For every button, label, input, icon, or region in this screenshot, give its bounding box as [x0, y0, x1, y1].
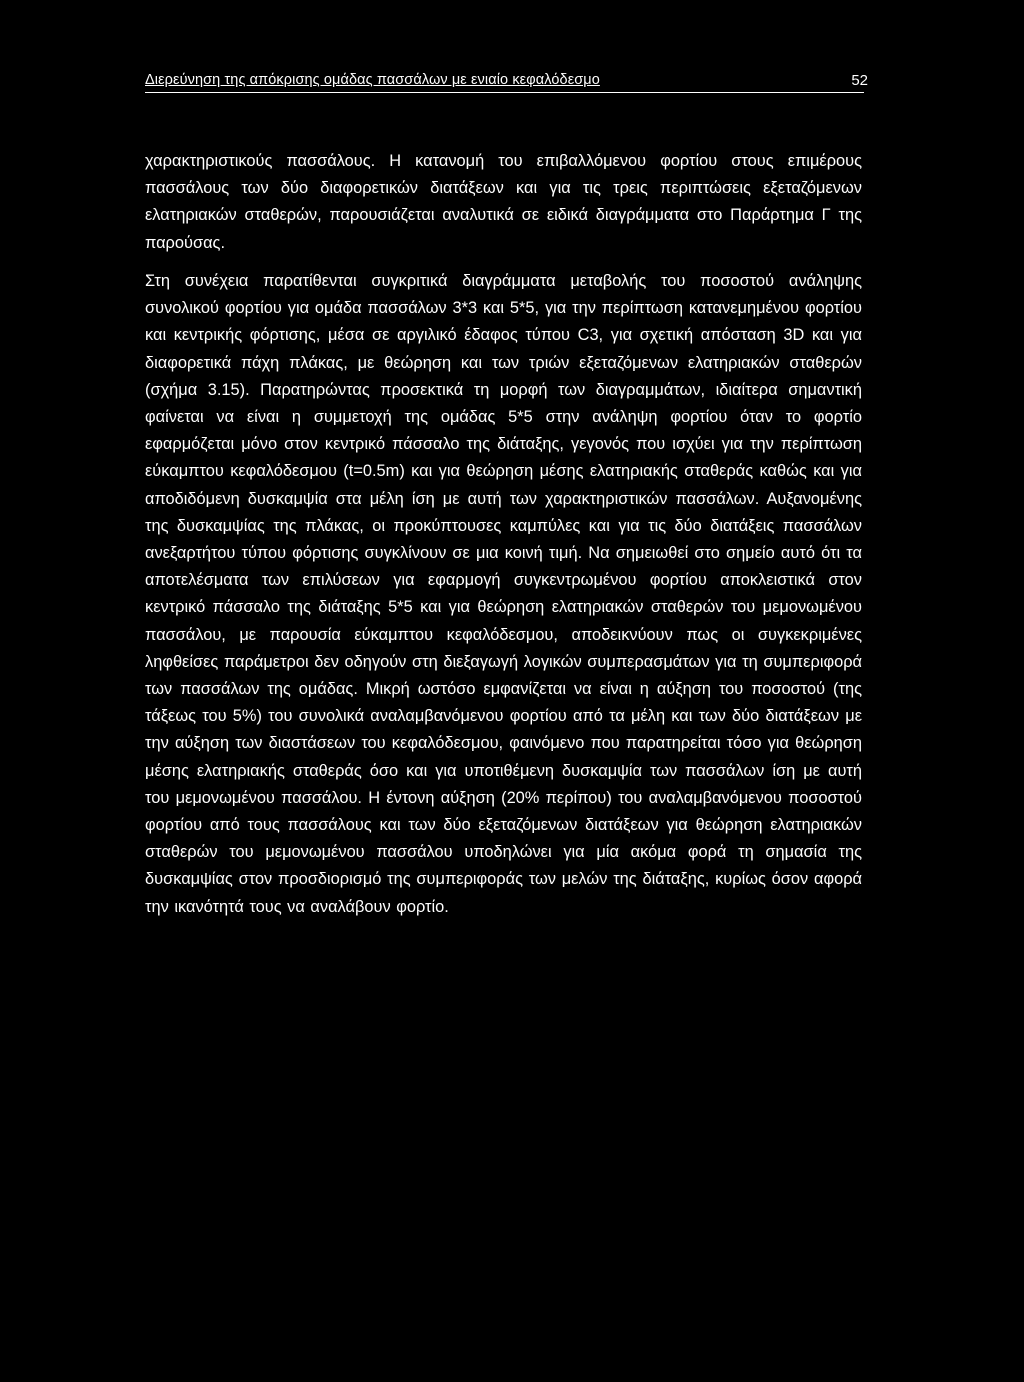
paragraph-2-text: Στη συνέχεια παρατίθενται συγκριτικά διαγράμματα μεταβολής του ποσοστού ανάληψης συνολικού φορτίου για ομάδα πασσάλων 3*3 και 5*5, για την περίπτωση κατανεμημένου φορτίου και κεντρικής φόρτισης, μέσα σε αργιλικό έδαφος τύπου C3, για σχετική απόσταση 3D και για διαφορετικά πάχη πλάκας, με θεώρηση και των τριών εξεταζόμενων ελατηριακών σταθερών (σχήμα 3.15). Παρατηρώντας προσεκτικά τη μορφή των διαγραμμάτων, ιδιαίτερα σημαντική φαίνεται να είναι η συμμετοχή της ομάδας 5*5 στην ανάληψη φορτίου όταν το φορτίο εφαρμόζεται μόνο στον κεντρικό πάσσαλο της διάταξης, γεγονός που ισχύει για την περίπτωση εύκαμπτου κεφαλόδεσμου (t=0.5m) και για θεώρηση μέσης ελατηριακής σταθεράς καθώς και για αποδιδόμενη δυσκαμψία στα μέλη ίση με αυτή των χαρακτηριστικών πασσάλων. Αυξανομένης της δυσκαμψίας της πλάκας, οι προκύπτουσες καμπύλες και για τις δύο διατάξεις πασσάλων ανεξαρτήτου τύπου φόρτισης συγκλίνουν σε μια κοινή τιμή. Να σημειωθεί στο σημείο αυτό ότι τα αποτελέσματα των επιλύσεων για εφαρμογή συγκεντρωμένου φορτίου αποκλειστικά στον κεντρικό πάσσαλο της διάταξης 5*5 και για θεώρηση ελατηριακών σταθερών του μεμονωμένου πασσάλου, με παρουσία εύκαμπτου κεφαλόδεσμου, αποδεικνύουν πως οι συγκεκριμένες ληφθείσες παράμετροι δεν οδηγούν στη διεξαγωγή λογικών συμπερασμάτων για τη συμπεριφορά των πασσάλων της ομάδας. Μικρή ωστόσο εμφανίζεται να είναι η αύξηση του ποσοστού (της τάξεως του 5%) του συνολικά αναλαμβανόμενου φορτίου από τα μέλη και των δύο διατάξεων με την αύξηση των διαστάσεων του κεφαλόδεσμου, φαινόμενο που παρατηρείται τόσο για θεώρηση μέσης ελατηριακής σταθεράς όσο και για υποτιθέμενη δυσκαμψία των πασσάλων ίση με αυτή του μεμονωμένου πασσάλου. Η έντονη αύξηση (20% περίπου) του αναλαμβανόμενου ποσοστού φορτίου από τους πασσάλους και των δύο εξεταζόμενων διατάξεων για θεώρηση ελατηριακών σταθερών του μεμονωμένου πασσάλου υποδηλώνει για μία ακόμα φορά τη σημασία της δυσκαμψίας στον προσδιορισμό της συμπεριφοράς των μελών της διάταξης, κυρίως όσον αφορά την ικανότητά τους να αναλάβουν φορτίο. [145, 272, 862, 916]
page-number: 52 [851, 72, 868, 89]
paragraph-1-text: χαρακτηριστικούς πασσάλους. Η κατανομή του επιβαλλόμενου φορτίου στους επιμέρους πασσάλους των δύο διαφορετικών διατάξεων και για τις τρεις περιπτώσεις εξεταζόμενων ελατηριακών σταθερών, παρουσιάζεται αναλυτικά σε ειδικά διαγράμματα στο Παράρτημα Γ της παρούσας. [145, 152, 862, 252]
running-header [145, 70, 868, 93]
paragraph-2 [145, 268, 862, 921]
paragraph-1 [145, 148, 862, 257]
header-title: Διερεύνηση της απόκρισης ομάδας πασσάλων με ενιαίο κεφαλόδεσμο [145, 72, 600, 88]
